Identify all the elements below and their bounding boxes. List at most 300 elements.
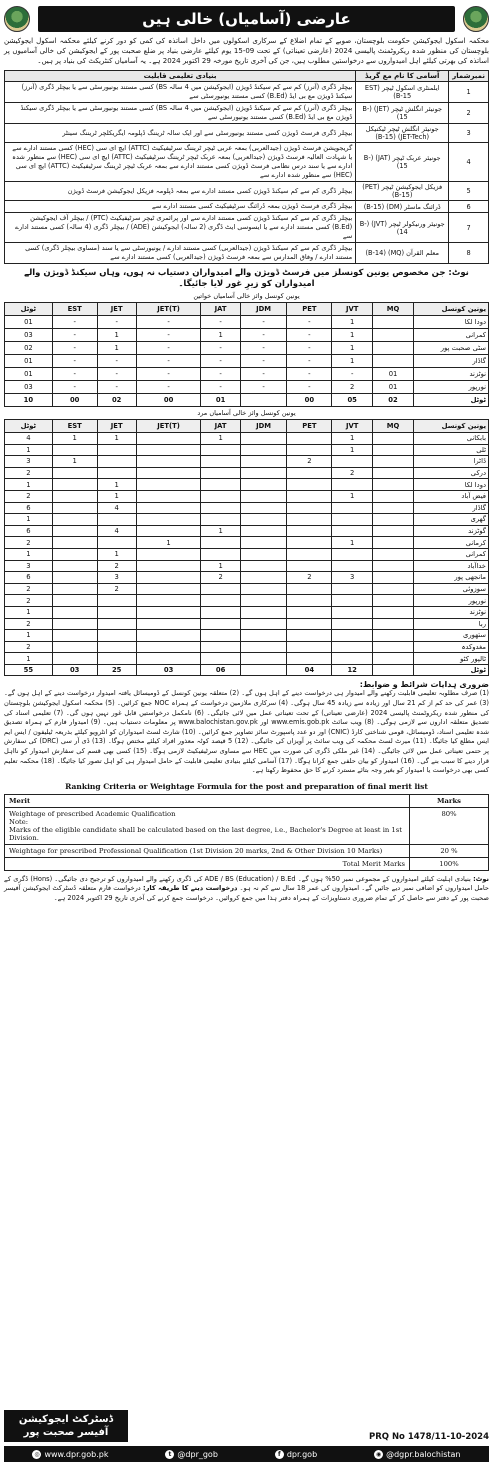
ranking-academic-cell: [5, 807, 410, 844]
vacancy-count: 2: [5, 583, 53, 595]
signature-line-2: آفیسر صحبت پور: [23, 1427, 109, 1438]
vacancy-count: 1: [201, 329, 240, 342]
table-row: [5, 182, 489, 201]
union-council-name: ستھوری: [414, 630, 489, 642]
table-row: [5, 514, 489, 526]
col-header: JET: [97, 420, 136, 433]
vacancy-count: 10: [5, 394, 53, 407]
vacancy-count: [136, 653, 201, 665]
union-council-name: ٹالپور کٹو: [414, 653, 489, 665]
vacancy-count: [52, 525, 97, 537]
vacancy-count: [287, 490, 332, 502]
vacancy-count: [373, 641, 414, 653]
post-serial: 6: [449, 201, 489, 213]
vacancy-count: 03: [5, 381, 53, 394]
vacancy-count: 3: [332, 572, 373, 584]
vacancy-count: [52, 572, 97, 584]
vacancy-count: 1: [5, 479, 53, 491]
vacancy-count: 1: [201, 525, 240, 537]
vacancy-count: 01: [201, 394, 240, 407]
notes-lead: نوٹ:: [473, 874, 489, 883]
vacancy-count: [240, 548, 287, 560]
union-council-name: مغدوکدہ: [414, 641, 489, 653]
vacancy-count: [201, 467, 240, 479]
vacancy-count: [287, 502, 332, 514]
vacancy-count: 1: [136, 537, 201, 549]
post-qualification: بیچلر ڈگری کم سے کم سیکنڈ ڈویژن کسی مستند ادارے سے اور پرائمری ٹیچر سرٹیفیکیٹ (PTC) / بیچلر آف ایجوکیشن (B.Ed) کسی مستند ادارے سے یا ایسوسی ایٹ ڈگری (2 سالہ) ایجوکیشن (ADE) / بیچلر ڈگری (4 سالہ) کسی مستند ادارے سے: [5, 213, 356, 243]
vacancy-count: 6: [5, 502, 53, 514]
vacancy-count: [373, 653, 414, 665]
vacancy-count: 1: [97, 548, 136, 560]
vacancy-count: 1: [332, 490, 373, 502]
vacancy-count: [136, 606, 201, 618]
post-name: ایلمنٹری اسکول ٹیچر (EST (B-15: [356, 82, 449, 103]
union-council-name: نورپور: [414, 381, 489, 394]
vacancy-count: [287, 595, 332, 607]
vacancy-count: [373, 456, 414, 468]
col-header-serial: نمبرشمار: [449, 71, 489, 82]
vacancy-count: [52, 595, 97, 607]
prq-number: PRQ No 1478/11-10-2024: [368, 1432, 489, 1442]
union-council-name: گاڈار: [414, 355, 489, 368]
vacancy-count: 1: [332, 537, 373, 549]
vacancy-count: 1: [332, 444, 373, 456]
vacancy-count: 2: [287, 456, 332, 468]
vacancy-count: [136, 490, 201, 502]
vacancy-count: -: [136, 381, 201, 394]
vacancy-count: 1: [97, 479, 136, 491]
vacancy-count: -: [136, 316, 201, 329]
union-council-name: خداآباد: [414, 560, 489, 572]
vacancy-count: 1: [332, 342, 373, 355]
vacancy-count: [240, 525, 287, 537]
post-serial: 5: [449, 182, 489, 201]
vacancy-count: [287, 479, 332, 491]
table-row: [5, 456, 489, 468]
col-header: MQ: [373, 303, 414, 316]
union-council-name: کمرانی: [414, 548, 489, 560]
intro-paragraph: محکمہ اسکول ایجوکیشن حکومت بلوچستان، صوبے کے تمام اضلاع کے سرکاری اسکولوں میں داخل اساتذہ کی کمی کو دور کرنے کیلئے محکمہ اسکول ایجوکیشن بلوچستان کی منظور شدہ ریکروٹمنٹ پالیسی 2024 (عارضی تعیناتی) کے تحت 09-15 یوم کیلئے عارضی بنیاد پر ضلع صحبت پور کے ایجوکیشن کی خالی آسامیوں پر اساتذہ کی بھرتی کیلئے اہل امیدواروں سے درخواستیں مطلوب ہیں، جن کی آخری تاریخ مورخہ 29 اکتوبر 2024 ہے۔ یہ آسامیاں کنٹریکٹ کی بنیاد پر ہیں۔: [4, 37, 490, 65]
union-council-name: ٹوٹل: [414, 394, 489, 407]
vacancy-count: -: [97, 316, 136, 329]
vacancy-count: -: [287, 381, 332, 394]
vacancy-count: 4: [5, 433, 53, 445]
post-serial: 7: [449, 213, 489, 243]
vacancy-count: 02: [5, 342, 53, 355]
vacancy-count: -: [287, 329, 332, 342]
vacancy-count: 2: [332, 467, 373, 479]
vacancy-count: 02: [97, 394, 136, 407]
vacancy-count: 12: [332, 664, 373, 676]
post-qualification: بیچلر ڈگری (آنرز) کم سے کم سیکنڈ ڈویژن (ایجوکیشن میں 4 سالہ BS) کسی مستند یونیورسٹی سے یا بیچلر ڈگری (آنرز) سیکنڈ ڈویژن مع بی ایڈ (B.Ed) کسی مستند یونیورسٹی سے: [5, 82, 356, 103]
vacancy-count: 1: [5, 514, 53, 526]
vacancy-count: 1: [5, 606, 53, 618]
vacancy-count: [332, 618, 373, 630]
vacancy-count: [97, 537, 136, 549]
union-council-name: گوٹزند: [414, 525, 489, 537]
advertisement-page: [4, 4, 489, 1462]
post-qualification: بیچلر ڈگری فرسٹ ڈویژن کسی مستند یونیورسٹی سے اور ایک سالہ ٹریننگ ڈپلومہ ایگریکلچر ٹریننگ سینٹر: [5, 124, 356, 143]
col-header: PET: [287, 303, 332, 316]
vacancy-count: [373, 548, 414, 560]
post-qualification: بیچلر ڈگری کم سے کم سیکنڈ ڈویژن (جیدالعربی) کسی مستند ادارے / یونیورسٹی سے یا سند (مساوی بیچلر ڈگری) کسی مستند ادارے / وفاق المدارس سے بمعہ فرسٹ ڈویژن (جیدالعربی) کسی مستند ادارے سے: [5, 243, 356, 264]
vacancy-count: [240, 456, 287, 468]
vacancy-count: -: [97, 355, 136, 368]
col-header: یونین کونسل: [414, 420, 489, 433]
table-row: [5, 641, 489, 653]
ranking-header-row: [5, 794, 489, 807]
vacancy-count: [240, 444, 287, 456]
col-header: یونین کونسل: [414, 303, 489, 316]
ranking-row-professional: [5, 844, 489, 857]
vacancy-count: [373, 467, 414, 479]
table-row: [5, 606, 489, 618]
vacancy-count: -: [136, 329, 201, 342]
vacancy-count: -: [97, 381, 136, 394]
vacancy-count: 1: [97, 329, 136, 342]
male-table-caption: یونین کونسل وائز خالی آسامیاں مرد: [197, 409, 296, 417]
vacancy-count: [136, 630, 201, 642]
vacancy-count: [240, 502, 287, 514]
col-header: JDM: [240, 303, 287, 316]
vacancy-count: [97, 618, 136, 630]
col-header: JDM: [240, 420, 287, 433]
vacancy-count: 25: [97, 664, 136, 676]
col-header: ٹوٹل: [5, 420, 53, 433]
vacancy-count: [136, 502, 201, 514]
vacancy-count: [287, 606, 332, 618]
vacancy-count: 4: [97, 525, 136, 537]
vacancy-count: [240, 433, 287, 445]
table-row: [5, 381, 489, 394]
table-row: [5, 355, 489, 368]
vacancy-count: 55: [5, 664, 53, 676]
globe-icon: ◎: [34, 1450, 40, 1458]
union-council-name: کرمانی: [414, 537, 489, 549]
ranking-title: Ranking Criteria or Weightage Formula for the post and preparation of final merit list: [65, 781, 428, 791]
vacancy-count: [373, 618, 414, 630]
notes-text: بنیادی اہلیت کیلئے امیدواروں کے مجموعی نمبر 50% ہوں گے۔ ADE / BS (Education) / B.Ed کی ڈگری رکھنے والے امیدواروں کو ترجیح دی جائیگی۔ (Hons) ڈگری کے حامل امیدواروں کو اضافی نمبر دیے جائیں گے۔ امیدواروں کی عمر 18 سال سے کم نہ ہو۔: [4, 874, 490, 893]
table-row: [5, 467, 489, 479]
post-name: فزیکل ایجوکیشن ٹیچر (PET) (B-15): [356, 182, 449, 201]
female-table-caption: یونین کونسل وائز خالی آسامیاں خواتین: [193, 292, 300, 300]
vacancy-count: [373, 329, 414, 342]
vacancy-count: [373, 342, 414, 355]
col-header-post: آسامی کا نام مع گریڈ: [356, 71, 449, 82]
social-instagram[interactable]: [374, 1450, 460, 1459]
vacancy-count: [201, 653, 240, 665]
table-row: [5, 583, 489, 595]
union-council-name: نوٹزند: [414, 606, 489, 618]
table-row: [5, 664, 489, 676]
ranking-note-label: Note:: [9, 817, 29, 826]
vacancy-count: 1: [97, 433, 136, 445]
vacancy-count: [52, 490, 97, 502]
vacancy-count: [287, 514, 332, 526]
vacancy-count: [97, 606, 136, 618]
col-header: PET: [287, 420, 332, 433]
vacancy-count: [136, 572, 201, 584]
vacancy-count: [332, 479, 373, 491]
vacancy-count: 06: [201, 664, 240, 676]
vacancy-count: [240, 618, 287, 630]
vacancy-count: -: [201, 316, 240, 329]
vacancy-count: [97, 467, 136, 479]
signature-line-1: ڈسٹرکٹ ایجوکیشن: [18, 1414, 114, 1425]
post-serial: 8: [449, 243, 489, 264]
ranking-note-text: Marks of the eligible candidate shall be calculated based on the last degree, i.e., Bachelor's Degree at least in 1st Division.: [9, 825, 402, 842]
ranking-col-marks: Marks: [410, 794, 489, 807]
division-note: نوٹ: جن مخصوص یونین کونسلز میں فرسٹ ڈویژن والے امیدواران دستیاب نہ ہوں، وہاں سیکنڈ ڈویژن والے امیدواران کو زیرِ غور لایا جائیگا۔: [24, 268, 469, 289]
vacancy-count: [52, 548, 97, 560]
vacancy-count: [201, 583, 240, 595]
facebook-icon: f: [275, 1450, 284, 1459]
col-header: JAT: [201, 420, 240, 433]
post-serial: 1: [449, 82, 489, 103]
vacancy-count: -: [287, 368, 332, 381]
social-facebook-text: dpr.gob: [286, 1449, 318, 1459]
vacancy-count: [136, 456, 201, 468]
vacancy-count: [373, 502, 414, 514]
vacancy-count: [52, 606, 97, 618]
union-council-name: ٹلی: [414, 444, 489, 456]
vacancy-count: -: [240, 381, 287, 394]
table-row: [5, 368, 489, 381]
union-council-name: سوزوئی: [414, 583, 489, 595]
instagram-icon: ◉: [375, 1450, 382, 1458]
union-council-name: فیض آباد: [414, 490, 489, 502]
vacancy-count: [287, 653, 332, 665]
vacancy-count: -: [201, 381, 240, 394]
vacancy-count: 01: [373, 368, 414, 381]
vacancy-count: [97, 595, 136, 607]
vacancy-count: [332, 595, 373, 607]
vacancy-count: 2: [287, 572, 332, 584]
vacancy-count: 1: [332, 433, 373, 445]
table-row: [5, 329, 489, 342]
table-row: [5, 653, 489, 665]
vacancy-count: 1: [5, 630, 53, 642]
union-council-name: ڈاٹرا: [414, 456, 489, 468]
vacancy-count: [373, 525, 414, 537]
vacancy-count: -: [201, 342, 240, 355]
balochistan-emblem-icon: [4, 6, 30, 32]
vacancy-count: [287, 548, 332, 560]
vacancy-count: [136, 444, 201, 456]
ranking-table: [4, 794, 489, 871]
ranking-total-label: Total Merit Marks: [5, 857, 410, 870]
vacancy-count: [240, 653, 287, 665]
vacancy-count: [136, 525, 201, 537]
vacancy-count: -: [332, 368, 373, 381]
ranking-academic-label: Weightage of prescribed Academic Qualification: [9, 809, 176, 818]
ranking-academic-marks: 80%: [410, 807, 489, 844]
post-qualification: بیچلر ڈگری (آنرز) کم سے کم سیکنڈ ڈویژن (ایجوکیشن میں 4 سالہ BS) کسی مستند یونیورسٹی سے یا بیچلر ڈگری سیکنڈ ڈویژن مع بی ایڈ (B.Ed) کسی مستند یونیورسٹی سے: [5, 103, 356, 124]
female-table-header: [5, 303, 489, 316]
vacancy-count: 1: [332, 355, 373, 368]
vacancy-count: [373, 630, 414, 642]
col-header: JVT: [332, 420, 373, 433]
vacancy-count: -: [52, 381, 97, 394]
vacancy-count: 05: [332, 394, 373, 407]
vacancy-count: [201, 606, 240, 618]
vacancy-count: 2: [5, 618, 53, 630]
vacancy-count: [240, 606, 287, 618]
social-facebook[interactable]: [275, 1450, 317, 1459]
vacancy-count: [240, 630, 287, 642]
social-twitter[interactable]: [165, 1450, 218, 1459]
vacancy-count: [373, 514, 414, 526]
vacancy-count: -: [136, 342, 201, 355]
social-website[interactable]: [32, 1450, 108, 1459]
vacancy-count: [373, 606, 414, 618]
female-vacancy-table: [4, 302, 489, 407]
vacancy-count: [201, 444, 240, 456]
vacancy-count: [201, 502, 240, 514]
vacancy-count: [97, 444, 136, 456]
col-header: JET(T): [136, 420, 201, 433]
vacancy-count: -: [287, 342, 332, 355]
vacancy-count: 2: [332, 381, 373, 394]
post-qualification: بیچلر ڈگری فرسٹ ڈویژن بمعہ ڈرائنگ سرٹیفیکیٹ کسی مستند ادارے سے: [5, 201, 356, 213]
post-qualification: گریجویشن فرسٹ ڈویژن (جیدالعربی) بمعہ عربی ٹیچر ٹریننگ سرٹیفیکیٹ (ATTC) ایچ ای سی (HEC) کسی مستند ادارے سے یا شہادت العالیہ فرسٹ ڈویژن (جیدالعربی) بمعہ عربک ٹیچر ٹریننگ سرٹیفیکیٹ (ATTC) ایچ ای سی (HEC) سے منظور شدہ ادارے سے یا سند درس نظامی فرسٹ ڈویژن کسی مستند ادارے سے بمعہ عربک ٹیچر ٹریننگ سرٹیفیکیٹ (ATTC) ایچ ای سی (HEC) سے منظور شدہ ادارے سے: [5, 143, 356, 182]
header: [4, 4, 489, 34]
signature-block: [4, 1410, 128, 1442]
vacancy-count: [52, 467, 97, 479]
vacancy-count: [52, 537, 97, 549]
vacancy-count: [201, 479, 240, 491]
col-header: ٹوٹل: [5, 303, 53, 316]
vacancy-count: -: [52, 316, 97, 329]
vacancy-count: [136, 479, 201, 491]
vacancy-count: 3: [5, 560, 53, 572]
vacancy-count: -: [287, 316, 332, 329]
vacancy-count: [332, 653, 373, 665]
vacancy-count: [373, 355, 414, 368]
post-serial: 2: [449, 103, 489, 124]
union-council-name: دودا لکا: [414, 316, 489, 329]
vacancy-count: 2: [5, 467, 53, 479]
vacancy-count: [52, 618, 97, 630]
post-name: ڈرائنگ ماسٹر (DM) (B-15): [356, 201, 449, 213]
vacancy-count: [332, 560, 373, 572]
vacancy-count: [97, 641, 136, 653]
vacancy-count: -: [52, 368, 97, 381]
vacancy-count: -: [287, 355, 332, 368]
male-vacancy-table: [4, 419, 489, 676]
vacancy-count: [52, 502, 97, 514]
vacancy-count: [332, 606, 373, 618]
vacancy-count: 3: [5, 456, 53, 468]
ranking-row-total: [5, 857, 489, 870]
vacancy-count: 1: [332, 316, 373, 329]
vacancy-count: 6: [5, 525, 53, 537]
vacancy-count: [287, 537, 332, 549]
vacancy-count: [52, 653, 97, 665]
table-row: [5, 525, 489, 537]
vacancy-count: [136, 595, 201, 607]
table-row: [5, 595, 489, 607]
table-row: [5, 243, 489, 264]
table-row: [5, 103, 489, 124]
table-row: [5, 124, 489, 143]
vacancy-count: 00: [136, 394, 201, 407]
vacancy-count: 2: [5, 537, 53, 549]
vacancy-count: [287, 444, 332, 456]
vacancy-count: 01: [373, 381, 414, 394]
vacancy-count: 4: [97, 502, 136, 514]
female-table-body: [5, 316, 489, 407]
vacancy-count: 02: [373, 394, 414, 407]
table-row: [5, 630, 489, 642]
vacancy-count: [201, 595, 240, 607]
vacancy-count: 1: [52, 433, 97, 445]
vacancy-count: [201, 514, 240, 526]
vacancy-count: [240, 479, 287, 491]
vacancy-count: [332, 583, 373, 595]
post-name: جونیئر عربک ٹیچر (JAT) (B-15): [356, 143, 449, 182]
vacancy-count: [373, 595, 414, 607]
vacancy-count: 6: [5, 572, 53, 584]
vacancy-count: 1: [201, 433, 240, 445]
union-council-name: گاڈار: [414, 502, 489, 514]
col-header: MQ: [373, 420, 414, 433]
col-header: EST: [52, 303, 97, 316]
vacancy-count: 1: [97, 342, 136, 355]
social-website-text: www.dpr.gob.pk: [44, 1449, 109, 1459]
vacancy-count: [201, 490, 240, 502]
table-row: [5, 618, 489, 630]
vacancy-count: 03: [136, 664, 201, 676]
vacancy-count: -: [240, 329, 287, 342]
vacancy-count: 3: [97, 572, 136, 584]
vacancy-count: 1: [5, 548, 53, 560]
vacancy-count: [97, 653, 136, 665]
vacancy-count: -: [52, 355, 97, 368]
vacancy-count: [52, 583, 97, 595]
vacancy-count: [332, 502, 373, 514]
vacancy-count: [201, 618, 240, 630]
union-council-name: ربا: [414, 618, 489, 630]
union-council-name: نوٹزند: [414, 368, 489, 381]
vacancy-count: 2: [201, 572, 240, 584]
social-bar: [4, 1446, 489, 1462]
vacancy-count: [332, 514, 373, 526]
post-name: جونیئر ورنیکولر ٹیچر (JVT) (B-14): [356, 213, 449, 243]
post-qualification: بیچلر ڈگری کم سے کم سیکنڈ ڈویژن کسی مستند ادارے سے بمعہ ڈپلومہ فزیکل ایجوکیشن فرسٹ ڈویژن: [5, 182, 356, 201]
ranking-professional-marks: 20 %: [410, 844, 489, 857]
union-council-name: کمرانی: [414, 329, 489, 342]
posts-table-body: [5, 82, 489, 264]
post-serial: 4: [449, 143, 489, 182]
vacancy-count: [240, 572, 287, 584]
vacancy-count: 04: [287, 664, 332, 676]
post-name: جونیئر انگلش ٹیچر (JET) (B-15): [356, 103, 449, 124]
male-table-header: [5, 420, 489, 433]
vacancy-count: [97, 514, 136, 526]
vacancy-count: [287, 433, 332, 445]
vacancy-count: [240, 560, 287, 572]
vacancy-count: [201, 641, 240, 653]
posts-table-header: [5, 71, 489, 82]
vacancy-count: 1: [5, 444, 53, 456]
vacancy-count: -: [240, 316, 287, 329]
vacancy-count: -: [201, 355, 240, 368]
vacancy-count: -: [240, 342, 287, 355]
vacancy-count: 2: [5, 490, 53, 502]
table-row: [5, 444, 489, 456]
vacancy-count: [136, 514, 201, 526]
